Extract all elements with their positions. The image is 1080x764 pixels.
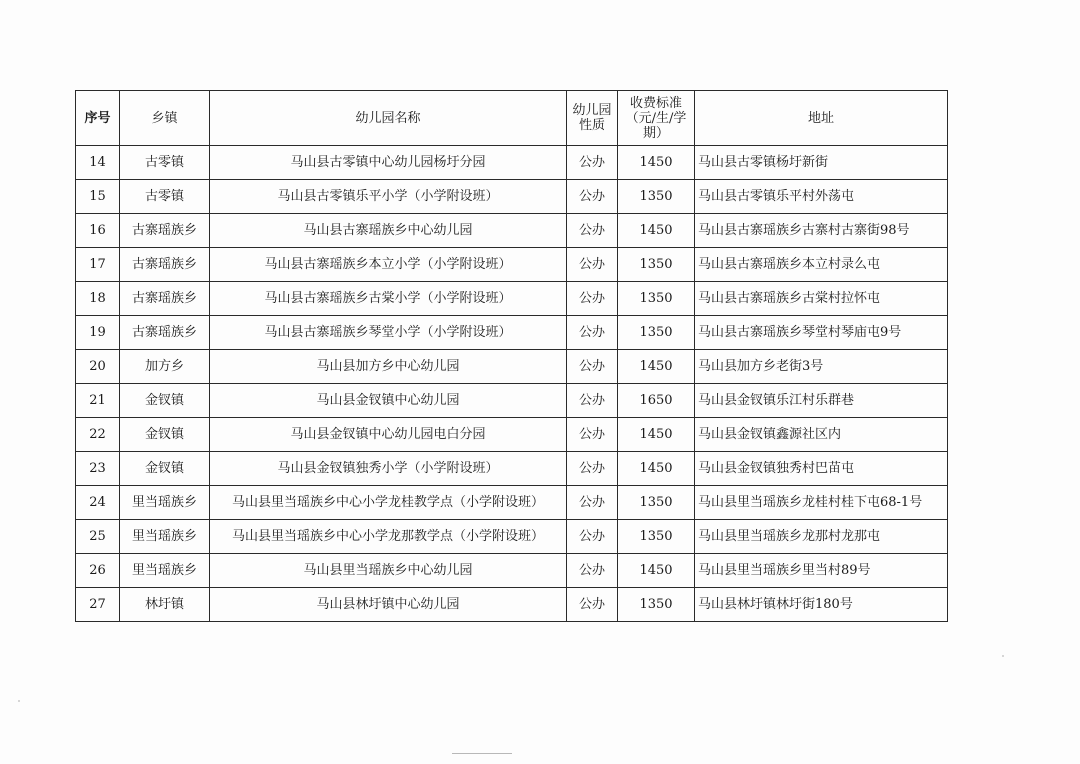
cell-nature: 公办	[567, 452, 618, 486]
cell-nature: 公办	[567, 214, 618, 248]
cell-name: 马山县金钗镇中心幼儿园	[210, 384, 567, 418]
cell-nature: 公办	[567, 384, 618, 418]
header-seq: 序号	[76, 91, 120, 146]
cell-name: 马山县里当瑶族乡中心小学龙桂教学点（小学附设班）	[210, 486, 567, 520]
header-fee-line1: 收费标准	[629, 95, 682, 111]
cell-nature: 公办	[567, 486, 618, 520]
cell-seq: 21	[76, 384, 120, 418]
kindergarten-fee-table	[75, 90, 948, 622]
cell-township: 金钗镇	[120, 418, 210, 452]
cell-seq: 20	[76, 350, 120, 384]
cell-seq: 17	[76, 248, 120, 282]
cell-fee: 1450	[618, 452, 695, 486]
scan-speck	[1002, 655, 1004, 657]
cell-fee: 1350	[618, 180, 695, 214]
header-township: 乡镇	[120, 91, 210, 146]
cell-nature: 公办	[567, 418, 618, 452]
scan-speck	[18, 700, 20, 702]
cell-township: 古零镇	[120, 180, 210, 214]
cell-township: 古寨瑶族乡	[120, 316, 210, 350]
cell-address: 马山县古寨瑶族乡本立村录么屯	[695, 248, 948, 282]
cell-name: 马山县古寨瑶族乡中心幼儿园	[210, 214, 567, 248]
cell-fee: 1350	[618, 282, 695, 316]
header-nature-line1: 幼儿园	[572, 103, 612, 118]
cell-nature: 公办	[567, 520, 618, 554]
table-body	[76, 146, 948, 622]
cell-township: 林圩镇	[120, 588, 210, 622]
table-row	[76, 554, 948, 588]
cell-fee: 1650	[618, 384, 695, 418]
cell-name: 马山县古寨瑶族乡古棠小学（小学附设班）	[210, 282, 567, 316]
cell-name: 马山县古零镇乐平小学（小学附设班）	[210, 180, 567, 214]
cell-nature: 公办	[567, 180, 618, 214]
table-row	[76, 588, 948, 622]
cell-fee: 1450	[618, 146, 695, 180]
cell-seq: 26	[76, 554, 120, 588]
table-row	[76, 452, 948, 486]
cell-seq: 18	[76, 282, 120, 316]
cell-seq: 22	[76, 418, 120, 452]
cell-name: 马山县古寨瑶族乡琴堂小学（小学附设班）	[210, 316, 567, 350]
table-row	[76, 350, 948, 384]
cell-address: 马山县林圩镇林圩街180号	[695, 588, 948, 622]
cell-address: 马山县古零镇乐平村外荡屯	[695, 180, 948, 214]
cell-fee: 1450	[618, 554, 695, 588]
cell-seq: 27	[76, 588, 120, 622]
cell-seq: 23	[76, 452, 120, 486]
header-fee-line2: （元/生/学	[625, 110, 687, 126]
cell-seq: 19	[76, 316, 120, 350]
cell-seq: 14	[76, 146, 120, 180]
header-nature-line2: 性质	[578, 118, 605, 133]
cell-address: 马山县古零镇杨圩新街	[695, 146, 948, 180]
cell-name: 马山县古寨瑶族乡本立小学（小学附设班）	[210, 248, 567, 282]
cell-nature: 公办	[567, 316, 618, 350]
cell-township: 加方乡	[120, 350, 210, 384]
cell-fee: 1350	[618, 248, 695, 282]
cell-township: 金钗镇	[120, 384, 210, 418]
cell-name: 马山县里当瑶族乡中心幼儿园	[210, 554, 567, 588]
cell-address: 马山县金钗镇独秀村巴苗屯	[695, 452, 948, 486]
cell-address: 马山县古寨瑶族乡琴堂村琴庙屯9号	[695, 316, 948, 350]
cell-fee: 1450	[618, 418, 695, 452]
cell-address: 马山县里当瑶族乡龙桂村桂下屯68-1号	[695, 486, 948, 520]
cell-fee: 1450	[618, 214, 695, 248]
cell-seq: 24	[76, 486, 120, 520]
cell-township: 里当瑶族乡	[120, 520, 210, 554]
header-fee	[618, 91, 695, 146]
cell-township: 里当瑶族乡	[120, 554, 210, 588]
cell-nature: 公办	[567, 282, 618, 316]
cell-nature: 公办	[567, 554, 618, 588]
cell-address: 马山县里当瑶族乡里当村89号	[695, 554, 948, 588]
cell-nature: 公办	[567, 588, 618, 622]
header-fee-line3: 期）	[642, 125, 669, 141]
cell-seq: 15	[76, 180, 120, 214]
cell-name: 马山县古零镇中心幼儿园杨圩分园	[210, 146, 567, 180]
cell-fee: 1350	[618, 520, 695, 554]
cell-nature: 公办	[567, 248, 618, 282]
table-row	[76, 146, 948, 180]
cell-nature: 公办	[567, 350, 618, 384]
cell-fee: 1450	[618, 350, 695, 384]
cell-township: 古寨瑶族乡	[120, 248, 210, 282]
header-nature	[567, 91, 618, 146]
cell-name: 马山县金钗镇独秀小学（小学附设班）	[210, 452, 567, 486]
cell-address: 马山县加方乡老街3号	[695, 350, 948, 384]
table-row	[76, 282, 948, 316]
cell-address: 马山县金钗镇鑫源社区内	[695, 418, 948, 452]
table-row	[76, 520, 948, 554]
cell-name: 马山县金钗镇中心幼儿园电白分园	[210, 418, 567, 452]
cell-township: 金钗镇	[120, 452, 210, 486]
table-row	[76, 418, 948, 452]
cell-address: 马山县古寨瑶族乡古棠村拉怀屯	[695, 282, 948, 316]
header-name: 幼儿园名称	[210, 91, 567, 146]
cell-fee: 1350	[618, 316, 695, 350]
cell-township: 古零镇	[120, 146, 210, 180]
cell-address: 马山县金钗镇乐江村乐群巷	[695, 384, 948, 418]
cell-township: 古寨瑶族乡	[120, 282, 210, 316]
scan-mark	[452, 753, 512, 754]
cell-nature: 公办	[567, 146, 618, 180]
cell-fee: 1350	[618, 486, 695, 520]
table-row	[76, 486, 948, 520]
cell-name: 马山县林圩镇中心幼儿园	[210, 588, 567, 622]
cell-township: 里当瑶族乡	[120, 486, 210, 520]
cell-seq: 16	[76, 214, 120, 248]
cell-name: 马山县里当瑶族乡中心小学龙那教学点（小学附设班）	[210, 520, 567, 554]
cell-address: 马山县里当瑶族乡龙那村龙那屯	[695, 520, 948, 554]
table-row	[76, 180, 948, 214]
table-row	[76, 384, 948, 418]
cell-address: 马山县古寨瑶族乡古寨村古寨街98号	[695, 214, 948, 248]
table-header-row	[76, 91, 948, 146]
table-row	[76, 248, 948, 282]
cell-fee: 1350	[618, 588, 695, 622]
cell-township: 古寨瑶族乡	[120, 214, 210, 248]
header-address: 地址	[695, 91, 948, 146]
table-row	[76, 214, 948, 248]
table-row	[76, 316, 948, 350]
cell-seq: 25	[76, 520, 120, 554]
cell-name: 马山县加方乡中心幼儿园	[210, 350, 567, 384]
